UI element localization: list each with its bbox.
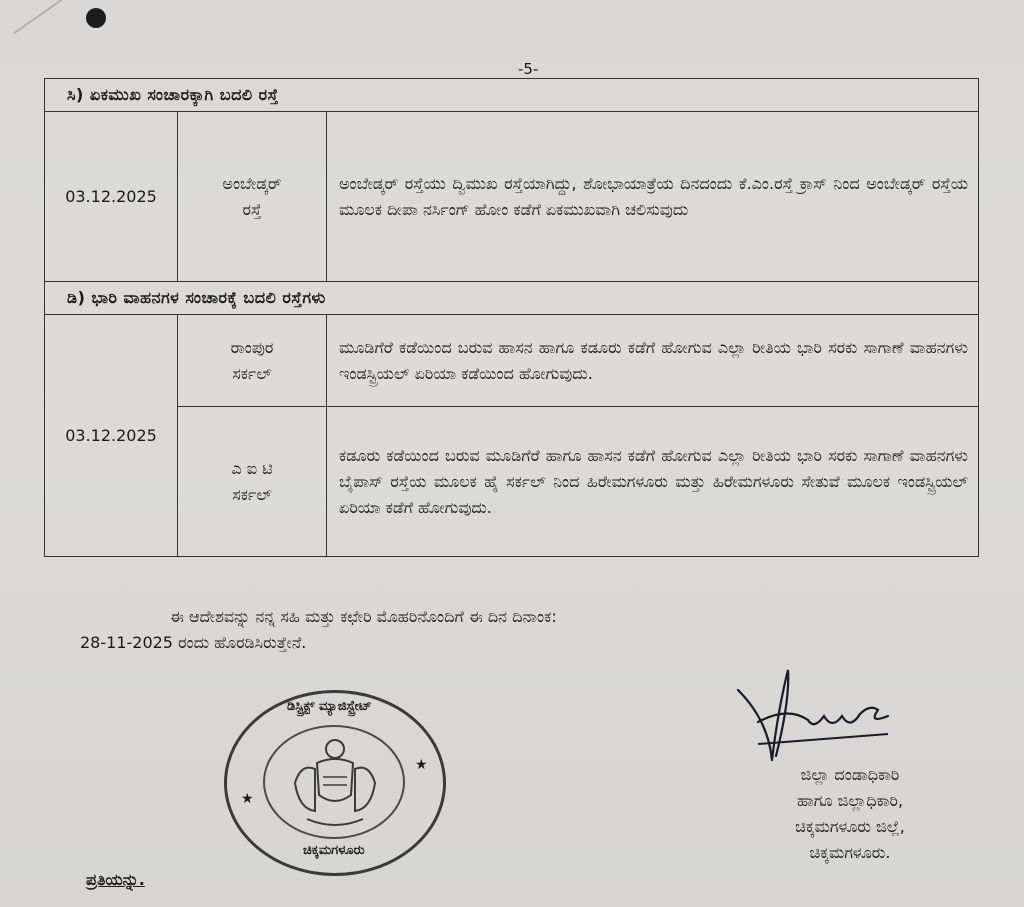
traffic-table	[44, 78, 979, 557]
row-place	[178, 112, 327, 282]
designation-line: ಹಾಗೂ ಜಿಲ್ಲಾಧಿಕಾರಿ,	[796, 791, 904, 810]
row-description: ಮೂಡಿಗೆರೆ ಕಡೆಯಿಂದ ಬರುವ ಹಾಸನ ಹಾಗೂ ಕಡೂರು ಕಡೆಗೆ ಹೋಗುವ ಎಲ್ಲಾ ರೀತಿಯ ಭಾರಿ ಸರಕು ಸಾಗಾಣೆ ವಾಹನಗಳು ಇಂಡಸ್ಟ್ರಿಯಲ್ ಏರಿಯಾ ಕಡೆಯಿಂದ ಹೋಗುವುದು.	[327, 315, 979, 407]
row-description: ಅಂಬೇಡ್ಕರ್ ರಸ್ತೆಯು ದ್ವಿಮುಖ ರಸ್ತೆಯಾಗಿದ್ದು, ಶೋಭಾಯಾತ್ರೆಯ ದಿನದಂದು ಕೆ.ಎಂ.ರಸ್ತೆ ಕ್ರಾಸ್ ನಿಂದ ಅಂಬೇಡ್ಕರ್ ರಸ್ತೆಯ ಮೂಲಕ ದೀಪಾ ನರ್ಸಿಂಗ್ ಹೋಂ ಕಡೆಗೆ ಏಕಮುಖವಾಗಿ ಚಲಿಸುವುದು	[327, 112, 979, 282]
closing-paragraph	[80, 604, 960, 656]
designation-line: ಚಿಕ್ಕಮಗಳೂರು.	[809, 843, 891, 862]
copy-to-label: ಪ್ರತಿಯನ್ನು.	[86, 870, 145, 889]
seal-top-text: ಡಿಸ್ಟ್ರಿಕ್ಟ್ ಮ್ಯಾಜಿಸ್ಟ್ರೇಟ್	[287, 699, 372, 714]
table-row	[45, 315, 979, 407]
closing-line: ಈ ಆದೇಶವನ್ನು ನನ್ನ ಸಹಿ ಮತ್ತು ಕಛೇರಿ ಮೊಹರಿನೊಂದಿಗೆ ಈ ದಿನ ದಿನಾಂಕ:	[170, 607, 557, 626]
punch-hole	[86, 8, 106, 28]
row-date: 03.12.2025	[45, 315, 178, 557]
page-number: -5-	[518, 60, 539, 78]
row-date: 03.12.2025	[45, 112, 178, 282]
closing-date-line: 28-11-2025 ರಂದು ಹೊರಡಿಸಿರುತ್ತೇನೆ.	[80, 633, 307, 652]
seal-bottom-text: ಚಿಕ್ಕಮಗಳೂರು	[303, 843, 365, 858]
section-c-header-row	[45, 79, 979, 112]
star-icon: ★	[415, 757, 428, 773]
page-fold	[0, 0, 63, 34]
place-line: ಎ ಐ ಟಿ	[231, 458, 273, 478]
table-row	[45, 112, 979, 282]
designation-line: ಚಿಕ್ಕಮಗಳೂರು ಜಿಲ್ಲೆ,	[795, 817, 905, 836]
designation-line: ಜಿಲ್ಲಾ ದಂಡಾಧಿಕಾರಿ	[800, 765, 900, 784]
place-line: ರಸ್ತೆ	[242, 199, 262, 219]
signature	[728, 660, 898, 770]
section-d-header-row	[45, 282, 979, 315]
signature-block	[730, 762, 970, 866]
section-d-title: ಡಿ) ಭಾರಿ ವಾಹನಗಳ ಸಂಚಾರಕ್ಕೆ ಬದಲಿ ರಸ್ತೆಗಳು	[45, 282, 979, 315]
place-line: ಅಂಬೇಡ್ಕರ್	[222, 173, 282, 193]
row-place	[178, 315, 327, 407]
section-c-title: ಸಿ) ಏಕಮುಖ ಸಂಚಾರಕ್ಕಾಗಿ ಬದಲಿ ರಸ್ತೆ	[45, 79, 979, 112]
place-line: ಸರ್ಕಲ್	[232, 484, 272, 504]
emblem-icon	[287, 733, 383, 833]
star-icon: ★	[241, 791, 254, 807]
table-row	[45, 407, 979, 557]
row-place	[178, 407, 327, 557]
place-line: ಸರ್ಕಲ್	[232, 363, 272, 383]
office-seal	[224, 690, 446, 876]
row-description: ಕಡೂರು ಕಡೆಯಿಂದ ಬರುವ ಮೂಡಿಗೆರೆ ಹಾಗೂ ಹಾಸನ ಕಡೆಗೆ ಹೋಗುವ ಎಲ್ಲಾ ರೀತಿಯ ಭಾರಿ ಸರಕು ಸಾಗಾಣೆ ವಾಹನಗಳು ಬೈಪಾಸ್ ರಸ್ತೆಯ ಮೂಲಕ ಹೈ ಸರ್ಕಲ್ ನಿಂದ ಹಿರೇಮಗಳೂರು ಮತ್ತು ಹಿರೇಮಗಳೂರು ಸೇತುವೆ ಮೂಲಕ ಇಂಡಸ್ಟ್ರಿಯಲ್ ಏರಿಯಾ ಕಡೆಗೆ ಹೋಗುವುದು.	[327, 407, 979, 557]
place-line: ರಾಂಪುರ	[230, 337, 274, 357]
